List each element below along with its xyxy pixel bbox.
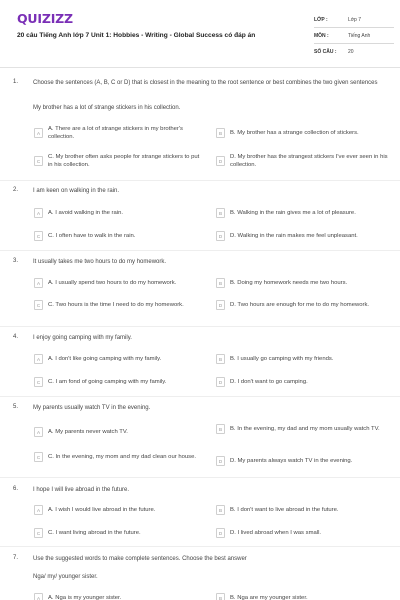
option-letter-box: B — [216, 128, 225, 138]
option-b[interactable] — [216, 593, 390, 600]
option-c[interactable] — [34, 300, 204, 310]
option-letter-box: C — [34, 156, 43, 166]
option-letter-box: A — [34, 505, 43, 515]
option-letter-box: A — [34, 593, 43, 600]
option-text: D. My parents always watch TV in the evening. — [230, 457, 353, 464]
question-sentence: My brother has a lot of strange stickers in his collection. — [33, 105, 181, 111]
option-letter-box: C — [34, 377, 43, 387]
option-letter-box: A — [34, 208, 43, 218]
meta-label: SỐ CÂU : — [314, 49, 337, 55]
option-text: D. My brother has the strangest stickers I've ever seen in his collection. — [230, 154, 388, 169]
question-number: 1. — [13, 79, 19, 85]
option-a[interactable] — [34, 593, 204, 600]
option-letter-box: D — [216, 528, 225, 538]
meta-row-count — [314, 44, 394, 60]
question-number: 2. — [13, 187, 19, 193]
option-text: A. I don't like going camping with my family. — [48, 355, 162, 362]
option-letter-box: A — [34, 278, 43, 288]
option-c[interactable] — [34, 452, 204, 462]
option-letter-box: B — [216, 593, 225, 600]
option-text: D. Walking in the rain makes me feel unpleasant. — [230, 232, 358, 239]
option-d[interactable] — [216, 231, 390, 241]
option-c[interactable] — [34, 153, 204, 170]
meta-value: 20 — [348, 49, 354, 55]
quizizz-logo: QUIZIZZ — [17, 11, 73, 26]
option-letter-box: D — [216, 156, 225, 166]
meta-value: Lớp 7 — [348, 16, 362, 23]
question-text: It usually takes me two hours to do my homework. — [33, 259, 167, 265]
option-b[interactable] — [216, 505, 390, 515]
option-c[interactable] — [34, 377, 204, 387]
option-d[interactable] — [216, 528, 390, 538]
option-a[interactable] — [34, 278, 204, 288]
document-header — [0, 0, 400, 68]
question-text: I am keen on walking in the rain. — [33, 188, 120, 194]
question-divider — [0, 396, 400, 397]
option-text: D. Two hours are enough for me to do my homework. — [230, 301, 370, 308]
option-d[interactable] — [216, 153, 390, 170]
option-text: C. I am fond of going camping with my family. — [48, 378, 167, 385]
option-text: B. I don't want to live abroad in the future. — [230, 506, 339, 513]
option-text: C. Two hours is the time I need to do my homework. — [48, 301, 184, 308]
option-text: C. My brother often asks people for strange stickers to put in his collection. — [48, 154, 200, 169]
question-divider — [0, 326, 400, 327]
option-letter-box: A — [34, 354, 43, 364]
question-number: 6. — [13, 486, 19, 492]
option-text: B. My brother has a strange collection of stickers. — [230, 129, 359, 136]
option-letter-box: A — [34, 128, 43, 138]
option-text: B. Doing my homework needs me two hours. — [230, 279, 348, 286]
question-divider — [0, 546, 400, 547]
question-number: 4. — [13, 334, 19, 340]
option-text: B. I usually go camping with my friends. — [230, 355, 334, 362]
question-number: 5. — [13, 404, 19, 410]
option-letter-box: B — [216, 354, 225, 364]
question-text: I hope I will live abroad in the future. — [33, 487, 130, 493]
option-a[interactable] — [34, 505, 204, 515]
option-c[interactable] — [34, 528, 204, 538]
option-b[interactable] — [216, 424, 390, 434]
option-a[interactable] — [34, 125, 204, 142]
question-text: Use the suggested words to make complete sentences. Choose the best answer — [33, 556, 247, 562]
option-text: C. I want living abroad in the future. — [48, 529, 141, 536]
option-letter-box: A — [34, 427, 43, 437]
document-title: 20 câu Tiếng Anh lớp 7 Unit 1: Hobbies - Writing - Global Success có đáp án — [17, 32, 256, 39]
meta-table — [314, 12, 394, 60]
option-d[interactable] — [216, 456, 390, 466]
option-letter-box: D — [216, 300, 225, 310]
option-c[interactable] — [34, 231, 204, 241]
option-text: A. Nga is my younger sister. — [48, 594, 122, 600]
option-letter-box: C — [34, 300, 43, 310]
question-text: I enjoy going camping with my family. — [33, 335, 132, 341]
option-text: B. Nga are my younger sister. — [230, 594, 308, 600]
option-a[interactable] — [34, 354, 204, 364]
meta-label: MÔN : — [314, 32, 329, 39]
question-text: My parents usually watch TV in the evening. — [33, 405, 151, 411]
option-b[interactable] — [216, 128, 390, 138]
option-letter-box: B — [216, 424, 225, 434]
option-letter-box: B — [216, 505, 225, 515]
option-a[interactable] — [34, 427, 204, 437]
option-letter-box: B — [216, 278, 225, 288]
question-divider — [0, 180, 400, 181]
option-text: A. I usually spend two hours to do my homework. — [48, 279, 177, 286]
option-text: A. I avoid walking in the rain. — [48, 209, 123, 216]
option-d[interactable] — [216, 377, 390, 387]
meta-row-subject — [314, 28, 394, 44]
question-number: 7. — [13, 555, 19, 561]
option-letter-box: C — [34, 452, 43, 462]
meta-label: LỚP : — [314, 16, 328, 23]
option-text: B. Walking in the rain gives me a lot of pleasure. — [230, 209, 356, 216]
option-letter-box: D — [216, 456, 225, 466]
option-text: B. In the evening, my dad and my mom usually watch TV. — [230, 425, 380, 432]
meta-row-grade — [314, 12, 394, 28]
option-letter-box: C — [34, 528, 43, 538]
option-text: D. I lived abroad when I was small. — [230, 529, 322, 536]
option-text: A. I wish I would live abroad in the future. — [48, 506, 156, 513]
question-sentence: Nga/ my/ younger sister. — [33, 574, 98, 580]
option-letter-box: C — [34, 231, 43, 241]
option-text: D. I don't want to go camping. — [230, 378, 308, 385]
option-b[interactable] — [216, 208, 390, 218]
option-d[interactable] — [216, 300, 390, 310]
option-text: A. My parents never watch TV. — [48, 428, 128, 435]
option-text: C. In the evening, my mom and my dad clean our house. — [48, 453, 196, 460]
option-letter-box: B — [216, 208, 225, 218]
question-divider — [0, 477, 400, 478]
question-text: Choose the sentences (A, B, C or D) that is closest in the meaning to the root sentence or best combines the two given sentences — [33, 80, 378, 86]
meta-value: Tiếng Anh — [348, 32, 371, 39]
question-divider — [0, 250, 400, 251]
question-number: 3. — [13, 258, 19, 264]
option-a[interactable] — [34, 208, 204, 218]
option-text: A. There are a lot of strange stickers in my brother's collection. — [48, 126, 183, 141]
option-letter-box: D — [216, 231, 225, 241]
option-text: C. I often have to walk in the rain. — [48, 232, 136, 239]
option-b[interactable] — [216, 278, 390, 288]
option-letter-box: D — [216, 377, 225, 387]
option-b[interactable] — [216, 354, 390, 364]
